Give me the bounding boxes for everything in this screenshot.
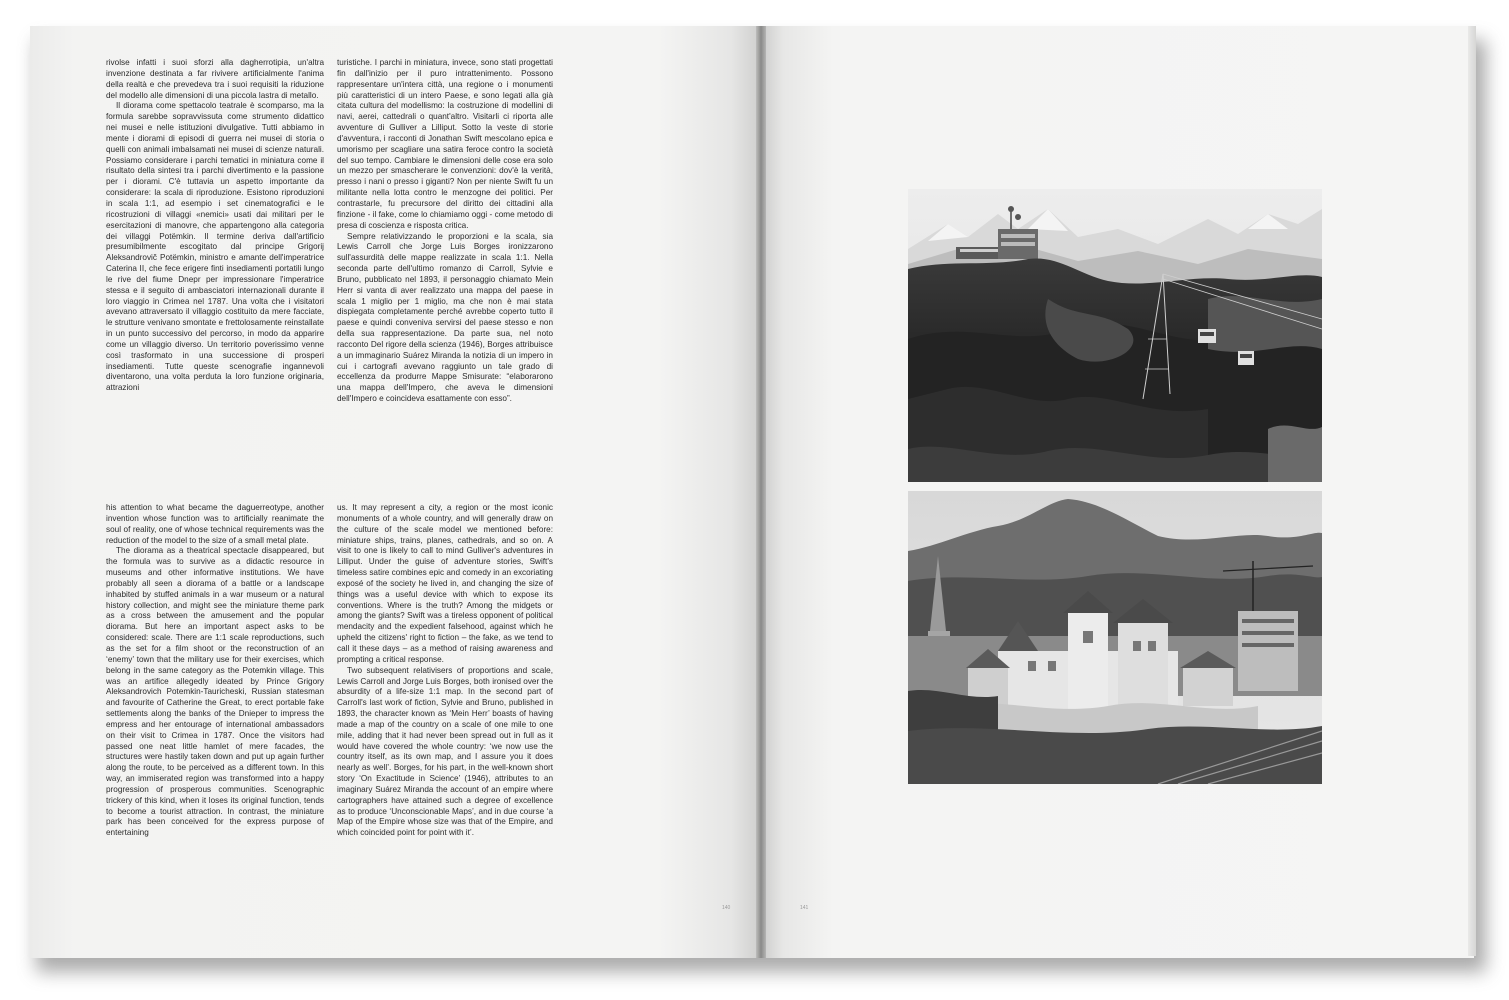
photo-miniature-town	[908, 491, 1322, 784]
english-column-2	[337, 503, 553, 925]
paragraph: his attention to what became the daguerreotype, another invention whose function was to artificially reanimate the soul of reality, one of whose technical requirements was the reduction of the model to the size of a small metal plate.	[106, 503, 324, 545]
paragraph: Sempre relativizzando le proporzioni e la scala, sia Lewis Carroll che Jorge Luis Borges ironizzarono sull'assurdità delle mappe realizzate in scala 1:1. Nella seconda parte dell'ultimo romanzo di Carroll, Sylvie e Bruno, pubblicato nel 1893, il personaggio chiamato Mein Herr si vanta di aver realizzato una mappa del paese in scala 1 miglio per 1 miglio, ma che non è mai stata dispiegata completamente perché avrebbe coperto tutto il paese e quindi conveniva servirsi del paese stesso e non della sua rappresentazione. Da parte sua, nel noto racconto Del rigore della scienza (1946), Borges attribuisce a un immaginario Suárez Miranda la notizia di un impero in cui i cartografi avevano raggiunto un tale grado di eccellenza da produrre Mappe Smisurate: “elaborarono una mappa dell'Impero, che aveva le dimensioni dell'Impero e coincideva esattamente con esso”.	[337, 231, 553, 404]
paragraph: us. It may represent a city, a region or the most iconic monuments of a whole country, and will generally draw on the culture of the scale model we mentioned before: miniature ships, trains, planes, cathedrals, and so on. A visit to one is likely to call to mind Gulliver's adventures in Lilliput. Under the guise of adventure stories, Swift's timeless satire combines epic and comedy in an excoriating exposé of the society he lived in, and changing the size of things was a useful device with which to expose its conventions. Where is the truth? Among the midgets or among the giants? Swift was a tireless opponent of political mendacity and the expedient falsehood, against which he upheld the citizens' right to fiction – the fake, as we tend to call it these days – as a method of raising awareness and prompting a critical response.	[337, 503, 553, 664]
paragraph: The diorama as a theatrical spectacle disappeared, but the formula was to survive as a didactic resource in museums and other informative institutions. We have probably all seen a diorama of a battle or a landscape inhabited by stuffed animals in a war museum or a natural history collection, and might see the miniature theme park as a cross between the amusement and the popular diorama. But here an important aspect asks to be considered: scale. There are 1:1 scale reproductions, such as the set for a film shoot or the reconstruction of an ‘enemy’ town that the military use for their exercises, which belong in the same category as the Potemkin village. This was an artifice allegedly ideated by Prince Grigory Aleksandrovich Potemkin-Tauricheski, Russian statesman and favourite of Catherine the Great, to erect portable fake settlements along the banks of the Dnieper to impress the empress and her entourage of international ambassadors on their visit to Crimea in 1787. Once the visitors had passed one neat little hamlet of mere facades, the structures were hastily taken down and put up again further along the route, to be perceived as a different town. In this way, an immiserated region was transformed into a happy progression of prosperous communities. Scenographic trickery of this kind, when it loses its original function, tends to become a tourist attraction. In contrast, the miniature park has been conceived for the express purpose of entertaining	[106, 546, 324, 838]
left-folio: 140	[722, 905, 731, 911]
photo-mountain-collage	[908, 189, 1322, 482]
paragraph: rivolse infatti i suoi sforzi alla dagherrotipia, un'altra invenzione destinata a far rivivere artificialmente l'anima della realtà e che prevedeva tra i suoi requisiti la riduzione del modello alle dimensioni di una piccola lastra di metallo.	[106, 58, 324, 100]
italian-column-1	[106, 58, 324, 470]
page-edge	[1468, 26, 1476, 956]
italian-column-2	[337, 58, 553, 470]
book-gutter	[756, 26, 766, 958]
paragraph: Two subsequent relativisers of proportions and scale, Lewis Carroll and Jorge Luis Borges, both ironised over the absurdity of a life-size 1:1 map. In the second part of Carroll's last work of fiction, Sylvie and Bruno, published in 1893, the character known as ‘Mein Herr’ boasts of having made a map of the country on a scale of one mile to one mile, adding that it had never been spread out in full as it would have covered the whole country: ‘we now use the country itself, as its own map, and I assure you it does nearly as well’. Borges, for his part, in the well-known short story ‘On Exactitude in Science’ (1946), attributes to an imaginary Suárez Miranda the account of an empire where cartographers have attained such a degree of excellence as to produce ‘Unconscionable Maps’, and in due course ‘a Map of the Empire whose size was that of the Empire, and which coincided point for point with it’.	[337, 665, 553, 838]
english-column-1	[106, 503, 324, 925]
paragraph: Il diorama come spettacolo teatrale è scomparso, ma la formula sarebbe sopravvissuta come strumento didattico nei musei e nelle istituzioni divulgative. Tutti abbiamo in mente i diorami di episodi di guerra nei musei di storia o quelli con animali imbalsamati nei musei di scienze naturali. Possiamo considerare i parchi tematici in miniatura come il risultato della sintesi tra i parchi divertimento e la passione per i diorami. C'è tuttavia un aspetto importante da considerare: la scala di riproduzione. Esistono riproduzioni in scala 1:1, ad esempio i set cinematografici e le ricostruzioni di villaggi «nemici» usati dai militari per le esercitazioni di manovre, che appartengono alla categoria dei villaggi Potëmkin. Il termine deriva dall'artificio presumibilmente escogitato dal principe Grigorij Aleksandrovič Potëmkin, ministro e amante dell'imperatrice Caterina II, che fece erigere finti insediamenti portatili lungo le rive del fiume Dnepr per impressionare l'imperatrice stessa e il seguito di ambasciatori internazionali durante il loro viaggio in Crimea nel 1787. Una volta che i visitatori avevano attraversato il villaggio costituito da mere facciate, le strutture venivano smontate e frettolosamente reinstallate in un punto successivo del percorso, in modo da apparire come un villaggio diverso. Un territorio poverissimo venne così trasformato in una successione di prosperi insediamenti. Tutte queste scenografie ingannevoli diventarono, una volta perduta la loro funzione originaria, attrazioni	[106, 101, 324, 393]
paragraph: turistiche. I parchi in miniatura, invece, sono stati progettati fin dall'inizio per il puro intrattenimento. Possono rappresentare un'intera città, una regione o i monumenti più caratteristici di un intero Paese, e sono legati alla già citata cultura del modellismo: la costruzione di modellini di navi, aerei, cattedrali o quant'altro. Visitarli ci riporta alle avventure di Gulliver a Lilliput. Sotto la veste di storie d'avventura, i racconti di Jonathan Swift mescolano epica e umorismo per scagliare una satira feroce contro la società del suo tempo. Cambiare le dimensioni delle cose era solo un mezzo per smascherare le convenzioni: dov'è la verità, presso i nani o presso i giganti? Non per niente Swift fu un militante nella lotta contro le menzogne dei politici. Per contrastarle, fu precursore del diritto dei cittadini alla finzione - il fake, come lo chiamiamo oggi - come metodo di presa di coscienza e risposta critica.	[337, 58, 553, 230]
right-folio: 141	[800, 905, 809, 911]
